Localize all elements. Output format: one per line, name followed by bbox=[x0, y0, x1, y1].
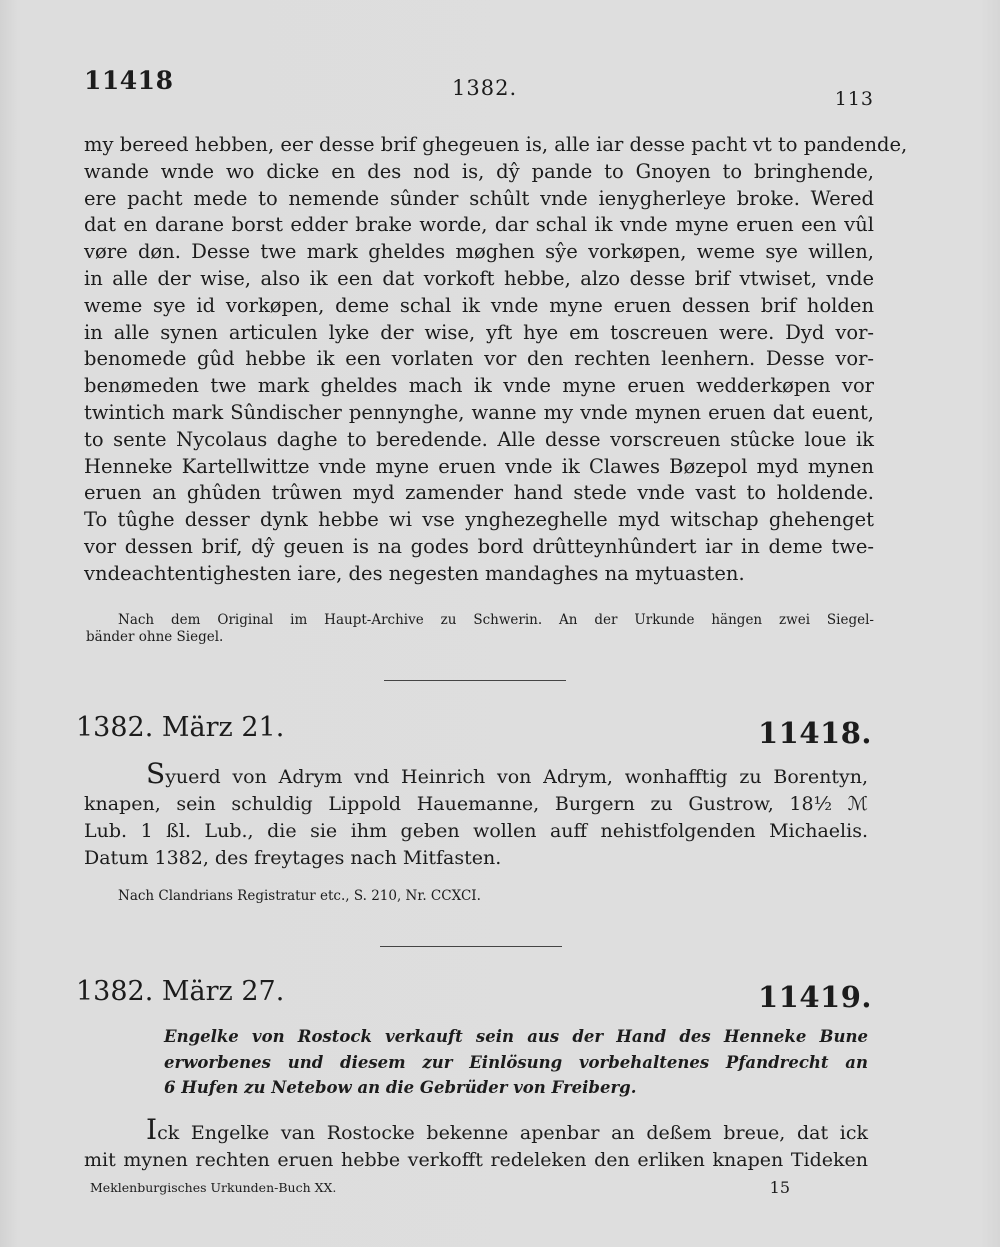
text-line: eruen an ghûden trûwen myd zamender hand stede vnde vast to holdende. bbox=[84, 481, 874, 505]
summary-line: erworbenes und diesem zur Einlösung vorbehaltenes Pfandrecht an bbox=[164, 1052, 868, 1072]
entry-heading-11419 bbox=[76, 976, 872, 1018]
text-line: vndeachtentighesten iare, des negesten mandaghes na mytuasten. bbox=[84, 561, 745, 585]
header-year: 1382. bbox=[452, 76, 518, 100]
entry-summary bbox=[164, 1024, 868, 1101]
text-line: ere pacht mede to nemende sûnder schûlt vnde ienygherleye broke. Wered bbox=[84, 186, 874, 210]
text-line: my bereed hebben, eer desse brif ghegeuen is, alle iar desse pacht vt to pandende, bbox=[84, 133, 908, 156]
summary-line: Engelke von Rostock verkauft sein aus der Hand des Henneke Bune bbox=[164, 1027, 868, 1046]
previous-entry-text bbox=[84, 132, 908, 588]
text-line: dat en darane borst edder brake worde, dar schal ik vnde myne eruen een vûl bbox=[84, 213, 874, 237]
text-line-rest: yuerd von Adrym vnd Heinrich von Adrym, wonhafftig zu Borentyn, bbox=[165, 766, 868, 788]
text-line: Henneke Kartellwittze vnde myne eruen vnde ik Clawes Bøzepol myd mynen bbox=[84, 454, 874, 478]
source-note: Nach Clandrians Registratur etc., S. 210, Nr. CCXCI. bbox=[118, 888, 481, 904]
section-divider bbox=[384, 680, 566, 681]
entry-text-11419 bbox=[84, 1113, 868, 1174]
entry-date: 1382. März 27. bbox=[76, 976, 285, 1007]
text-line bbox=[84, 757, 868, 791]
text-line: To tûghe desser dynk hebbe wi vse ynghezeghelle myd witschap ghehenget bbox=[84, 508, 874, 532]
source-note-line: bänder ohne Siegel. bbox=[86, 629, 224, 645]
text-line: wande wnde wo dicke en des nod is, dŷ pande to Gnoyen to bringhende, bbox=[84, 159, 874, 183]
page-header bbox=[84, 66, 874, 116]
text-line: Lub. 1 ßl. Lub., die sie ihm geben wollen auff nehistfolgenden Michaelis. bbox=[84, 820, 868, 842]
text-line: Datum 1382, des freytages nach Mitfasten. bbox=[84, 847, 502, 869]
text-line: twintich mark Sûndischer pennynghe, wanne my vnde mynen eruen dat euent, bbox=[84, 400, 874, 424]
text-line: weme sye id vorkøpen, deme schal ik vnde myne eruen dessen brif holden bbox=[84, 293, 874, 317]
source-note-line: Nach dem Original im Haupt-Archive zu Schwerin. An der Urkunde hängen zwei Siegel- bbox=[118, 612, 874, 628]
text-line: knapen, sein schuldig Lippold Hauemanne, Burgern zu Gustrow, 18½ ℳ bbox=[84, 793, 868, 815]
text-line: vor dessen brif, dŷ geuen is na godes bord drûtteynhûndert iar in deme twe- bbox=[84, 534, 874, 558]
header-doc-number: 11418 bbox=[84, 66, 174, 95]
text-line-rest: ck Engelke van Rostocke bekenne apenbar an deßem breue, dat ick bbox=[157, 1122, 868, 1144]
text-line bbox=[84, 1113, 868, 1147]
drop-cap: S bbox=[146, 757, 166, 790]
footer-book-title: Meklenburgisches Urkunden-Buch XX. bbox=[90, 1180, 337, 1195]
text-line: benømeden twe mark gheldes mach ik vnde myne eruen wedderkøpen vor bbox=[84, 374, 874, 398]
summary-line: 6 Hufen zu Netebow an die Gebrüder von Freiberg. bbox=[164, 1078, 637, 1097]
entry-number: 11418. bbox=[758, 716, 872, 750]
section-divider bbox=[380, 946, 562, 947]
entry-text-11418 bbox=[84, 757, 868, 872]
drop-cap: I bbox=[146, 1113, 158, 1146]
text-line: benomede gûd hebbe ik een vorlaten vor den rechten leenhern. Desse vor- bbox=[84, 347, 874, 371]
text-line: to sente Nycolaus daghe to beredende. Alle desse vorscreuen stûcke loue ik bbox=[84, 427, 874, 451]
text-line: mit mynen rechten eruen hebbe verkofft redeleken den erliken knapen Tideken bbox=[84, 1149, 868, 1171]
entry-heading-11418 bbox=[76, 712, 872, 754]
footer-signature: 15 bbox=[769, 1178, 790, 1197]
header-page-number: 113 bbox=[834, 88, 874, 110]
text-line: vøre døn. Desse twe mark gheldes møghen sŷe vorkøpen, weme sye willen, bbox=[84, 240, 874, 264]
entry-date: 1382. März 21. bbox=[76, 712, 285, 743]
entry-number: 11419. bbox=[758, 980, 872, 1014]
text-line: in alle synen articulen lyke der wise, yft hye em toscreuen were. Dyd vor- bbox=[84, 320, 874, 344]
text-line: in alle der wise, also ik een dat vorkoft hebbe, alzo desse brif vtwiset, vnde bbox=[84, 266, 874, 290]
source-note bbox=[86, 612, 874, 646]
page-footer bbox=[90, 1180, 790, 1200]
